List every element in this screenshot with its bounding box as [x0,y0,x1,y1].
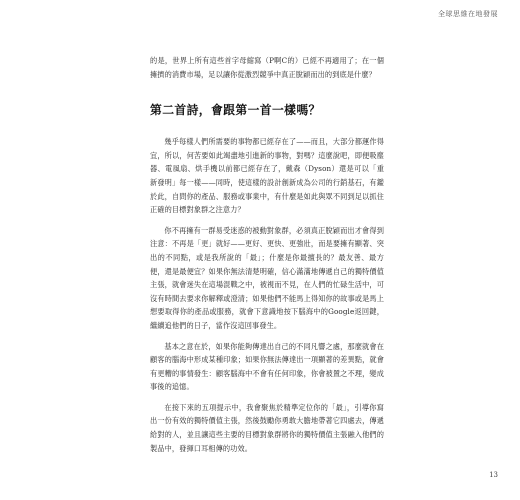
page-content [150,54,384,455]
body-paragraph: 在接下來的五項提示中，我會聚焦於精準定位你的「最」，引導你寫出一份有效的獨特價值主張，然後鼓勵你勇敢大膽地帶著它四處去，傳遞給對的人，並且讓這些主要的目標對象群將你的獨特價值主張融入他們的製品中，發揮口耳相傳的功效。 [150,402,384,453]
continued-paragraph: 的是，世界上所有這些首字母縮寫（P啊C的）已經不再適用了；在一個擁擠的消費市場，足以讓你從激烈競爭中真正脫穎而出的到底是什麼？ [150,56,384,79]
running-head: 全球思維在地發展 [438,10,498,18]
page-number: 13 [489,471,498,479]
body-paragraph: 你不再擁有一群易受迷惑的被動對象群，必須真正脫穎而出才會得到注意：不再是「更」就好——更好、更快、更強壯，而是要擁有顯著、突出的不同點，或是我所說的「最」；什麼是你最擅長的？最友善、最方便，還是最便宜？如果你無法清楚明確，信心滿滿地傳遞自己的獨特價值主張，就會迷失在這場混戰之中，被視而不見，在人們的忙碌生活中，可沒有時間去要求你解釋或澄清；如果他們不能馬上得知你的故事或是馬上想要取得你的產品或服務，就會下意識地按下腦海中的Google返回鍵，繼續追他們的日子，當作沒這回事發生。 [150,225,384,330]
body-paragraph: 基本之意在於，如果你能夠傳達出自己的不同凡響之處，那麼就會在顧客的腦海中形成某種印象；如果你無法傳達出一項顯著的差異點，就會有更糟的事情發生：顧客腦海中不會有任何印象，你會被置之不理，變成事後的追憶。 [150,341,384,392]
section-heading: 第二首詩，會跟第一首一樣嗎？ [150,103,321,118]
body-paragraph: 幾乎每樣人們所需要的事物都已經存在了——而且，大部分都運作得宜，所以，何苦要如此竭盡地引進新的事物，對嗎？這麼說吧，即便吸塵器、電風扇、烘手機以前都已經存在了，戴森（Dyson）還是可以「重新發明」每一樣——同時，使這樣的設計創新成為公司的行銷基石，有鑑於此，自問你的產品、服務或事業中，有什麼是如此與眾不同到足以抓住正確的目標對象群之注意力？ [150,137,384,215]
